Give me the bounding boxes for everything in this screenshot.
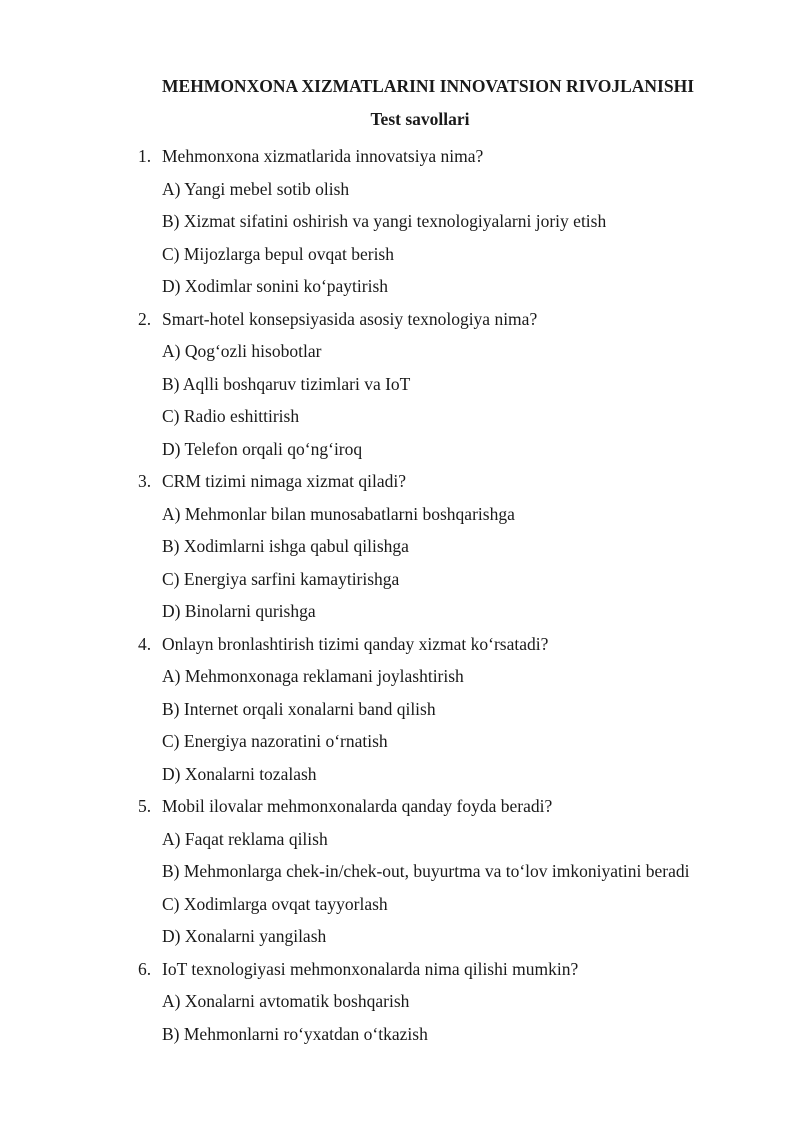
option-a	[0, 660, 800, 693]
option-text: A) Xonalarni avtomatik boshqarish	[162, 991, 410, 1011]
question-number: 2.	[138, 308, 152, 329]
option-text: B) Internet orqali xonalarni band qilish	[162, 698, 436, 719]
question-text: Mehmonxona xizmatlarida innovatsiya nima?	[162, 146, 484, 166]
option-text: C) Energiya nazoratini o‘rnatish	[162, 731, 388, 751]
question-line	[0, 140, 800, 173]
option-text: A) Yangi mebel sotib olish	[162, 178, 350, 199]
question-1	[0, 140, 800, 303]
option-d	[0, 433, 800, 466]
option-text: C) Mijozlarga bepul ovqat berish	[162, 243, 394, 264]
question-list	[0, 140, 800, 1050]
question-4	[0, 628, 800, 791]
question-text: Smart-hotel konsepsiyasida asosiy texnologiya nima?	[162, 308, 538, 329]
option-text: A) Faqat reklama qilish	[162, 828, 328, 849]
option-text: D) Xodimlar sonini ko‘paytirish	[162, 276, 389, 296]
option-text: B) Aqlli boshqaruv tizimlari va IoT	[162, 373, 411, 394]
option-a	[0, 335, 800, 368]
document-subtitle: Test savollari	[370, 109, 470, 129]
question-2	[0, 303, 800, 466]
question-line	[0, 790, 800, 823]
option-c	[0, 400, 800, 433]
option-c	[0, 725, 800, 758]
option-text: B) Xizmat sifatini oshirish va yangi texnologiyalarni joriy etish	[162, 211, 607, 231]
document-title: MEHMONXONA XIZMATLARINI INNOVATSION RIVOJLANISHI	[162, 76, 695, 96]
option-text: C) Radio eshittirish	[162, 406, 300, 426]
question-number: 3.	[138, 471, 152, 491]
option-text: B) Xodimlarni ishga qabul qilishga	[162, 536, 409, 556]
question-line	[0, 628, 800, 661]
option-text: C) Energiya sarfini kamaytirishga	[162, 568, 400, 589]
option-text: B) Mehmonlarga chek-in/chek-out, buyurtma va to‘lov imkoniyatini beradi	[162, 861, 690, 881]
option-text: B) Mehmonlarni ro‘yxatdan o‘tkazish	[162, 1023, 428, 1044]
option-d	[0, 270, 800, 303]
option-text: D) Xonalarni tozalash	[162, 763, 317, 784]
option-b	[0, 693, 800, 726]
option-a	[0, 985, 800, 1018]
option-a	[0, 173, 800, 206]
question-5	[0, 790, 800, 953]
question-number: 4.	[138, 633, 152, 654]
option-c	[0, 238, 800, 271]
option-text: A) Mehmonlar bilan munosabatlarni boshqarishga	[162, 503, 515, 524]
option-d	[0, 758, 800, 791]
option-b	[0, 1018, 800, 1051]
option-text: C) Xodimlarga ovqat tayyorlash	[162, 893, 388, 914]
option-c	[0, 563, 800, 596]
option-text: A) Mehmonxonaga reklamani joylashtirish	[162, 666, 464, 686]
option-text: D) Xonalarni yangilash	[162, 926, 327, 946]
question-text: Mobil ilovalar mehmonxonalarda qanday foyda beradi?	[162, 796, 553, 816]
option-b	[0, 530, 800, 563]
question-text: IoT texnologiyasi mehmonxonalarda nima qilishi mumkin?	[162, 958, 579, 979]
option-text: D) Binolarni qurishga	[162, 601, 316, 621]
option-c	[0, 888, 800, 921]
option-b	[0, 205, 800, 238]
question-number: 5.	[138, 796, 152, 816]
option-text: D) Telefon orqali qo‘ng‘iroq	[162, 438, 363, 459]
question-text: Onlayn bronlashtirish tizimi qanday xizmat ko‘rsatadi?	[162, 633, 549, 654]
option-text: A) Qog‘ozli hisobotlar	[162, 341, 322, 361]
question-3	[0, 465, 800, 628]
question-number: 6.	[138, 958, 152, 979]
option-a	[0, 823, 800, 856]
option-b	[0, 368, 800, 401]
question-number: 1.	[138, 146, 152, 166]
question-6	[0, 953, 800, 1051]
question-text: CRM tizimi nimaga xizmat qiladi?	[162, 471, 406, 491]
question-line	[0, 465, 800, 498]
option-b	[0, 855, 800, 888]
option-a	[0, 498, 800, 531]
question-line	[0, 953, 800, 986]
option-d	[0, 920, 800, 953]
option-d	[0, 595, 800, 628]
question-line	[0, 303, 800, 336]
